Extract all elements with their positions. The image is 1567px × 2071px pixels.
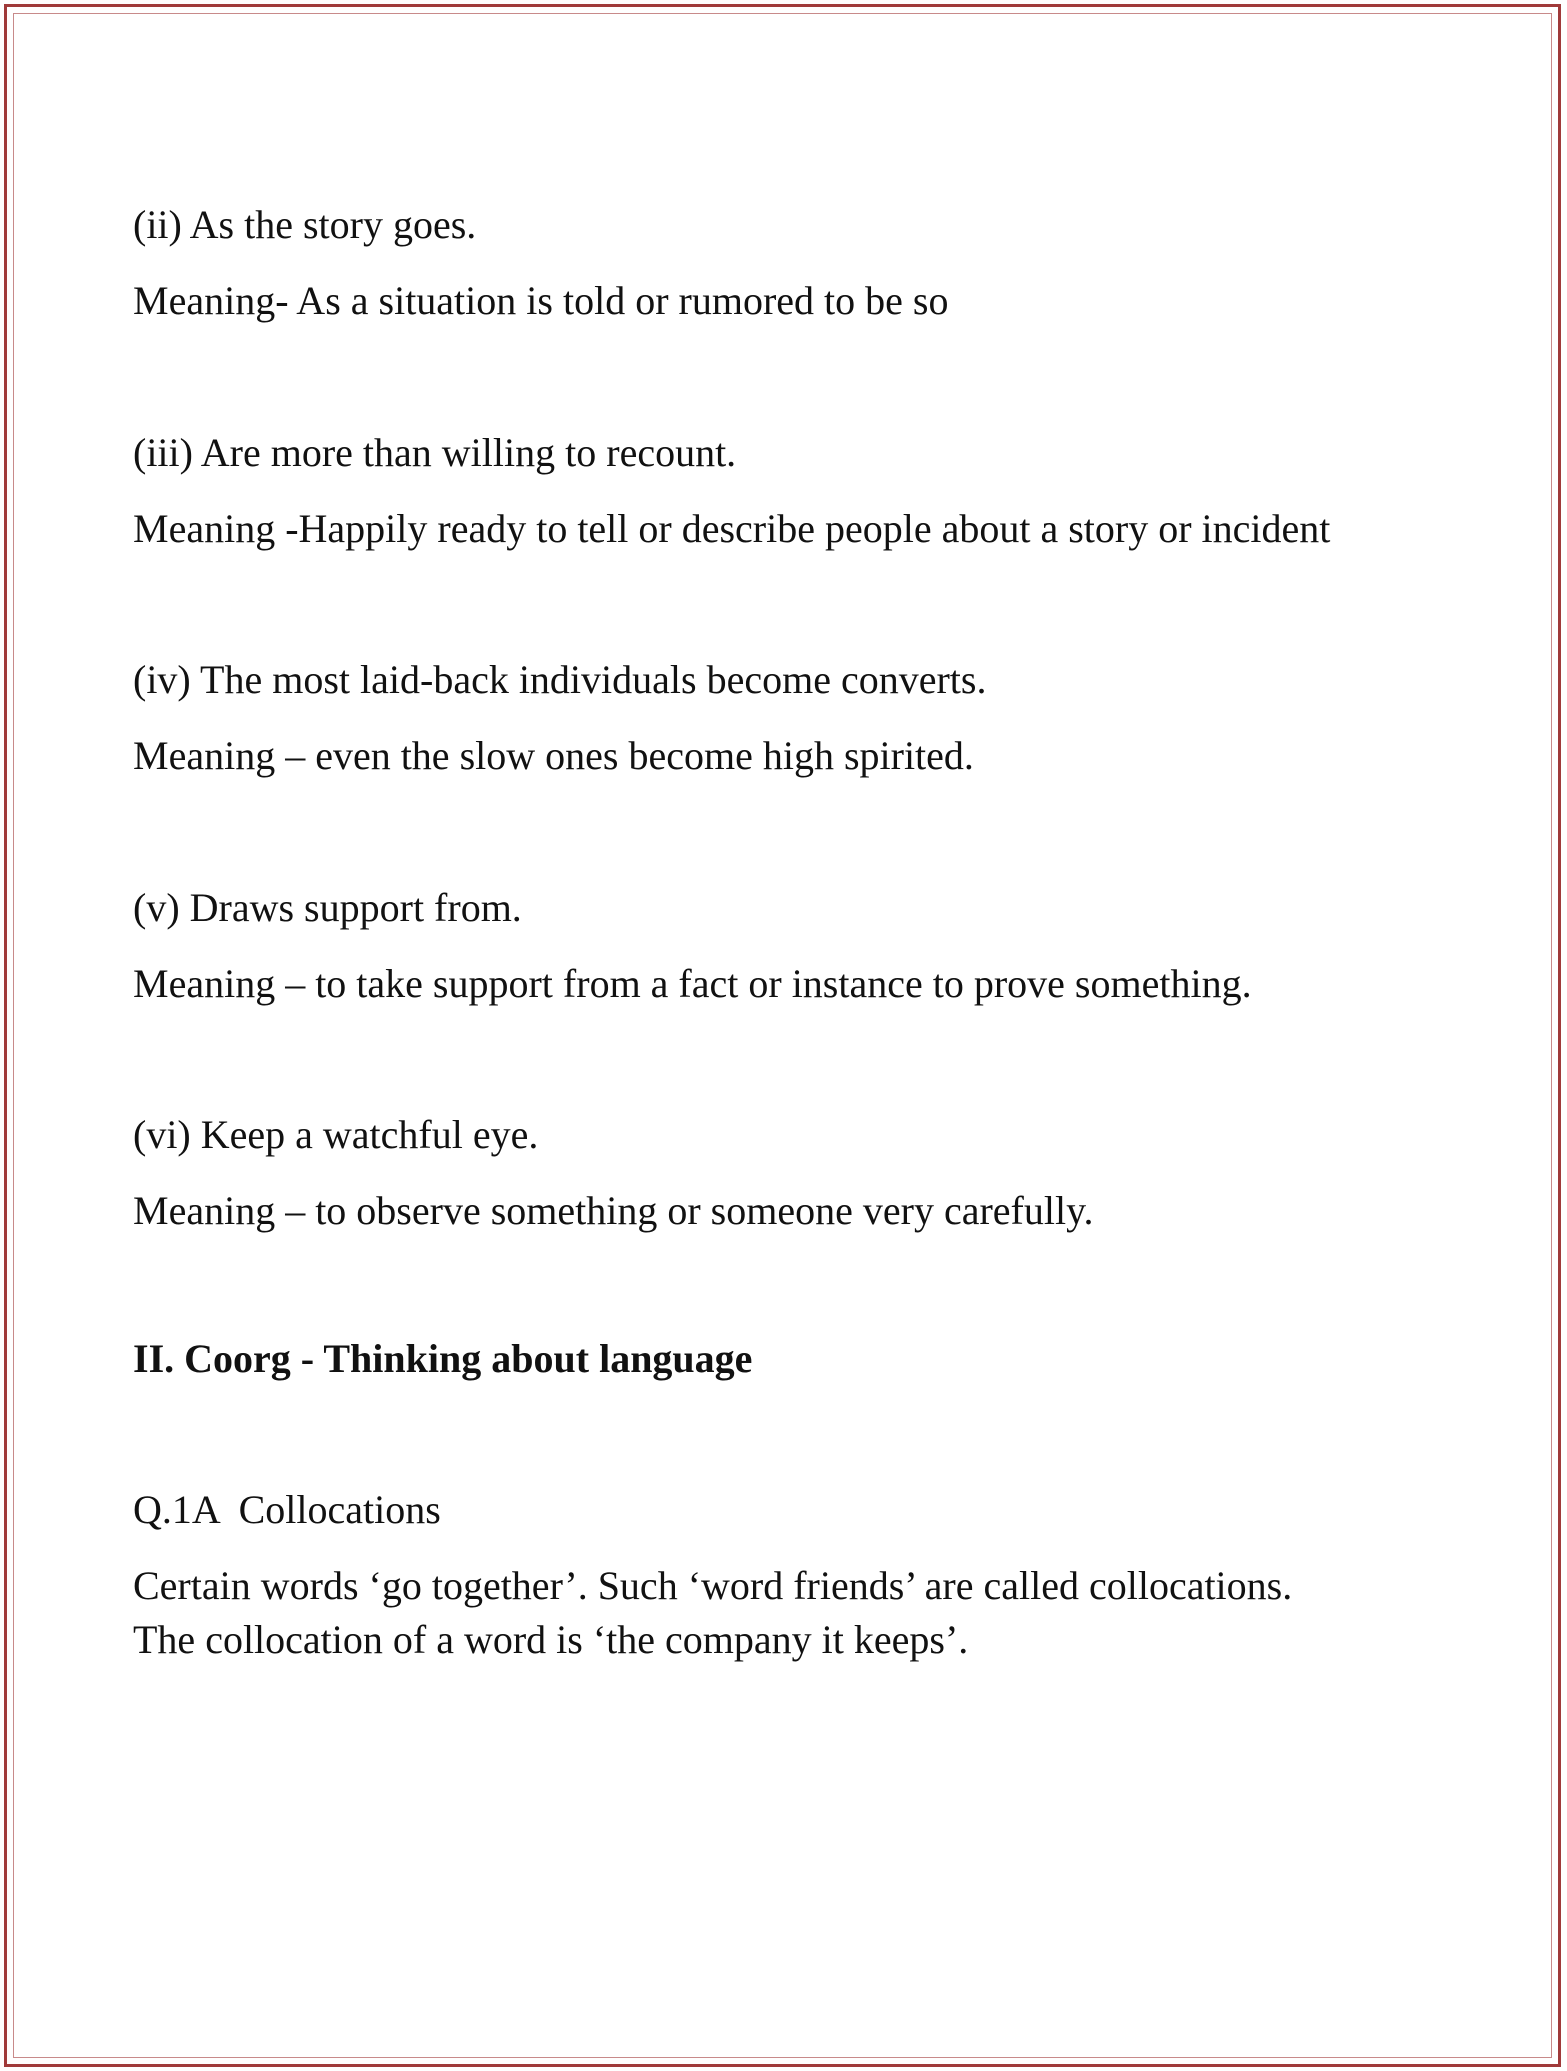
idiom-phrase: (v) Draws support from.: [133, 885, 522, 930]
idiom-item-iii: [133, 426, 1453, 556]
idiom-phrase: (iv) The most laid-back individuals become converts.: [133, 657, 987, 702]
idiom-item-v: [133, 881, 1453, 1011]
section-heading: II. Coorg - Thinking about language: [133, 1336, 753, 1381]
idiom-meaning: Meaning – even the slow ones become high spirited.: [133, 733, 974, 778]
idiom-meaning: Meaning- As a situation is told or rumored to be so: [133, 278, 949, 323]
collocation-paragraph-line-2: The collocation of a word is ‘the company it keeps’.: [133, 1617, 969, 1662]
idiom-meaning: Meaning -Happily ready to tell or describe people about a story or incident: [133, 506, 1331, 551]
idiom-item-iv: [133, 653, 1453, 783]
idiom-item-vi: [133, 1108, 1453, 1238]
idiom-phrase: (vi) Keep a watchful eye.: [133, 1112, 539, 1157]
document-content: [133, 198, 1453, 1667]
question-label: Q.1A Collocations: [133, 1487, 441, 1532]
idiom-meaning: Meaning – to take support from a fact or instance to prove something.: [133, 961, 1252, 1006]
idiom-phrase: (ii) As the story goes.: [133, 202, 477, 247]
idiom-phrase: (iii) Are more than willing to recount.: [133, 430, 737, 475]
collocation-paragraph-line-1: Certain words ‘go together’. Such ‘word friends’ are called collocations.: [133, 1563, 1293, 1608]
idiom-item-ii: [133, 198, 1453, 328]
idiom-meaning: Meaning – to observe something or someone very carefully.: [133, 1188, 1094, 1233]
